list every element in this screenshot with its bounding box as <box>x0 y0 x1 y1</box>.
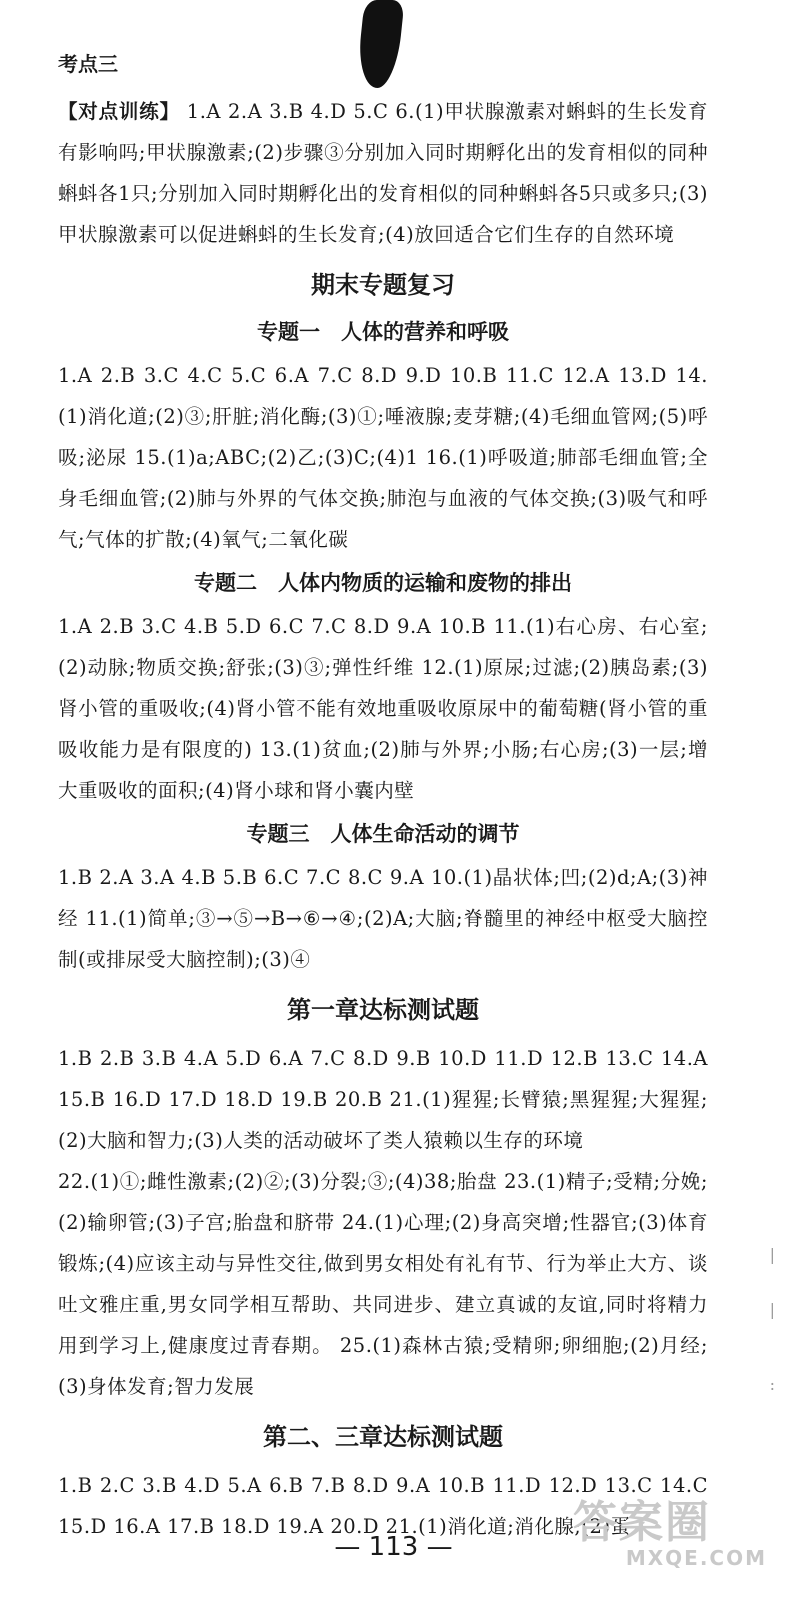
topic2-title: 专题二 人体内物质的运输和废物的排出 <box>194 571 572 595</box>
topic1-title: 专题一 人体的营养和呼吸 <box>257 320 509 344</box>
watermark-bottom-text: MXQE.COM <box>625 1546 767 1570</box>
chapter1-answers-part1: 1.B 2.B 3.B 4.A 5.D 6.A 7.C 8.D 9.B 10.D 11.D 12.B 13.C 14.A 15.B 16.D 17.D 18.D 19.B 20.B 21.(1)猩猩;长臂猿;黑猩猩;大猩猩;(2)大脑和智力;(3)人类的活动破坏了类人猿赖以生存的环境 <box>58 1047 708 1152</box>
chapter1-answers-part2: 22.(1)①;雌性激素;(2)②;(3)分裂;③;(4)38;胎盘 23.(1)精子;受精;分娩;(2)输卵管;(3)子宫;胎盘和脐带 24.(1)心理;(2)身高突增;性器官;(3)体育锻炼;(4)应该主动与异性交往,做到男女相处有礼有节、行为举止大方、谈吐文雅庄重,男女同学相互帮助、共同进步、建立真诚的友谊,同时将精力用到学习上,健康度过青春期。 25.(1)森林古猿;受精卵;卵细胞;(2)月经;(3)身体发育;智力发展 <box>58 1170 708 1398</box>
chapter23-test-title: 第二、三章达标测试题 <box>263 1423 503 1451</box>
topic1-answers: 1.A 2.B 3.C 4.C 5.C 6.A 7.C 8.D 9.D 10.B 11.C 12.A 13.D 14.(1)消化道;(2)③;肝脏;消化酶;(3)①;唾液腺;麦芽糖;(4)毛细血管网;(5)呼吸;泌尿 15.(1)a;ABC;(2)乙;(3)C;(4)1 16.(1)呼吸道;肺部毛细血管;全身毛细血管;(2)肺与外界的气体交换;肺泡与血液的气体交换;(3)吸气和呼气;气体的扩散;(4)氧气;二氧化碳 <box>58 364 708 551</box>
topic3-answers: 1.B 2.A 3.A 4.B 5.B 6.C 7.C 8.C 9.A 10.(1)晶状体;凹;(2)d;A;(3)神经 11.(1)简单;③→⑤→B→⑥→④;(2)A;大脑;脊髓里的神经中枢受大脑控制(或排尿受大脑控制);(3)④ <box>58 866 708 971</box>
watermark-top-text: 答案圈 <box>573 1497 711 1548</box>
kd-answers-text: 1.A 2.A 3.B 4.D 5.C 6.(1)甲状腺激素对蝌蚪的生长发育有影响吗;甲状腺激素;(2)步骤③分别加入同时期孵化出的发育相似的同种蝌蚪各1只;分别加入同时期孵化出的发育相似的同种蝌蚪各5只或多只;(3)甲状腺激素可以促进蝌蚪的生长发育;(4)放回适合它们生存的自然环境 <box>58 100 708 246</box>
edge-mark: : <box>769 1375 775 1394</box>
topic3-title: 专题三 人体生命活动的调节 <box>246 822 520 846</box>
page-number: — 113 — <box>334 1532 453 1562</box>
edge-mark: | <box>769 1300 775 1319</box>
kd-answers <box>58 91 708 255</box>
topic2-answers: 1.A 2.B 3.C 4.B 5.D 6.C 7.C 8.D 9.A 10.B 11.(1)右心房、右心室;(2)动脉;物质交换;舒张;(3)③;弹性纤维 12.(1)原尿;过滤;(2)胰岛素;(3)肾小管的重吸收;(4)肾小管不能有效地重吸收原尿中的葡萄糖(肾小管的重吸收能力是有限度的) 13.(1)贫血;(2)肺与外界;小肠;右心房;(3)一层;增大重吸收的面积;(4)肾小球和肾小囊内壁 <box>58 615 708 802</box>
answer-page <box>58 40 708 1547</box>
review-title: 期末专题复习 <box>311 271 455 299</box>
section-heading-kaodian: 考点三 <box>58 52 118 76</box>
watermark-logo <box>573 1497 773 1590</box>
exercise-tag: 【对点训练】 <box>58 100 180 123</box>
chapter1-test-title: 第一章达标测试题 <box>287 996 479 1024</box>
chapter23-answers: 1.B 2.C 3.B 4.D 5.A 6.B 7.B 8.D 9.A 10.B 11.D 12.D 13.C 14.C 15.D 16.A 17.B 18.D 19.A 20.D 21.(1)消化道;消化腺;(2)蛋 <box>58 1474 708 1538</box>
edge-mark: | <box>769 1245 775 1264</box>
